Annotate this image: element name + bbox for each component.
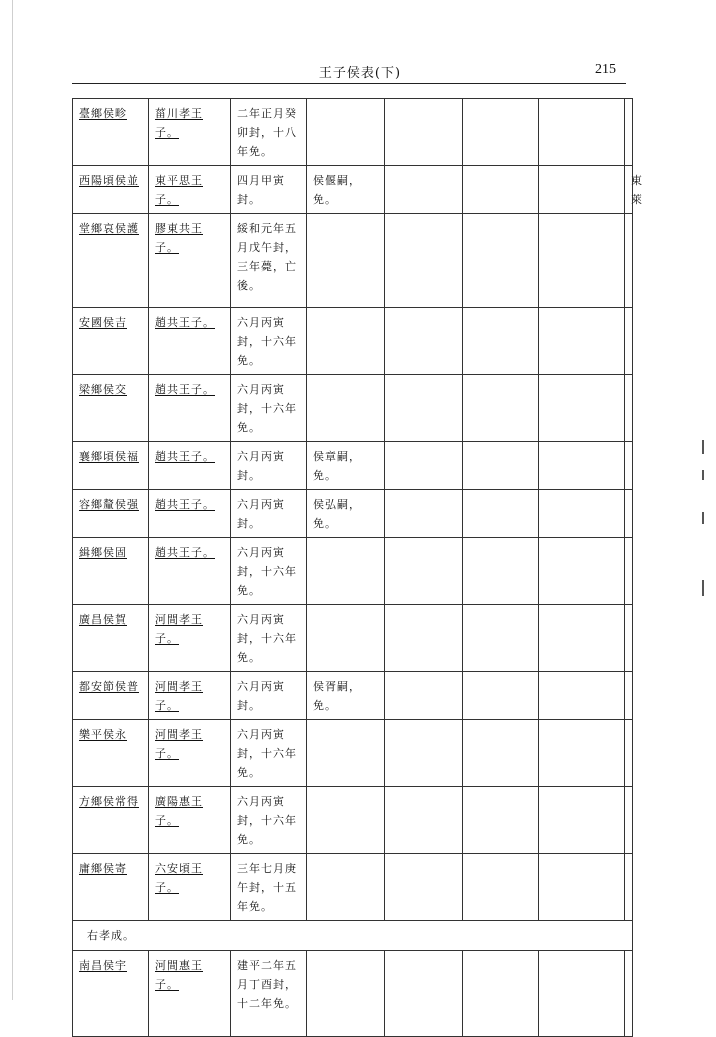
cell-col-7 [539,605,625,672]
cell-col-5 [385,672,463,720]
cell-heir [307,214,385,308]
cell-heir [307,375,385,442]
cell-col-6 [463,308,539,375]
cell-col-7 [539,308,625,375]
cell-location [625,442,633,490]
cell-lineage: 菑川孝王子。 [149,99,231,166]
cell-lineage: 河間孝王子。 [149,605,231,672]
cell-marquis-title: 南昌侯宇 [73,951,149,1037]
cell-col-6 [463,672,539,720]
cell-marquis-title: 西陽頃侯並 [73,166,149,214]
cell-heir [307,951,385,1037]
cell-marquis-title: 堂鄉哀侯護 [73,214,149,308]
cell-location [625,538,633,605]
table-row [73,214,633,308]
cell-enfeoffment: 三年七月庚午封，十五年免。 [231,854,307,921]
table-row [73,375,633,442]
cell-lineage: 東平思王子。 [149,166,231,214]
cell-marquis-title: 臺鄉侯畛 [73,99,149,166]
table-row [73,166,633,214]
cell-col-7 [539,787,625,854]
table-body [73,99,643,1037]
cell-col-6 [463,99,539,166]
cell-col-6 [463,951,539,1037]
cell-location [625,99,633,166]
cell-heir [307,787,385,854]
table-row [73,787,633,854]
cell-col-7 [539,854,625,921]
cell-enfeoffment: 六月丙寅封，十六年免。 [231,308,307,375]
cell-heir: 侯章嗣，免。 [307,442,385,490]
cell-enfeoffment: 六月丙寅封。 [231,672,307,720]
cell-marquis-title: 容鄉釐侯强 [73,490,149,538]
cell-heir: 侯弘嗣，免。 [307,490,385,538]
cell-enfeoffment: 二年正月癸卯封，十八年免。 [231,99,307,166]
cell-lineage: 河間惠王子。 [149,951,231,1037]
cell-marquis-title: 梁鄉侯交 [73,375,149,442]
cell-marquis-title: 樂平侯永 [73,720,149,787]
cell-marquis-title: 安國侯吉 [73,308,149,375]
cell-location [625,787,633,854]
table-row [73,99,633,166]
cell-col-6 [463,442,539,490]
cell-col-5 [385,854,463,921]
section-note: 右孝成。 [73,921,633,951]
running-head [0,60,716,84]
cell-location [625,951,633,1037]
cell-lineage: 膠東共王子。 [149,214,231,308]
cell-enfeoffment: 六月丙寅封，十六年免。 [231,720,307,787]
table-row [73,720,633,787]
table-row [73,442,633,490]
table-row [73,538,633,605]
cell-heir [307,720,385,787]
cell-col-7 [539,214,625,308]
page-number: 215 [595,62,616,77]
cell-col-7 [539,442,625,490]
cell-col-5 [385,605,463,672]
page-edge-rule [12,0,13,1000]
cell-col-5 [385,490,463,538]
cell-lineage: 廣陽惠王子。 [149,787,231,854]
cell-col-5 [385,951,463,1037]
cell-location [625,672,633,720]
cell-enfeoffment: 六月丙寅封，十六年免。 [231,787,307,854]
cell-col-5 [385,375,463,442]
cell-col-6 [463,375,539,442]
cell-enfeoffment: 六月丙寅封。 [231,442,307,490]
table-row [73,490,633,538]
scan-specks [700,440,706,620]
cell-col-5 [385,787,463,854]
cell-marquis-title: 廣昌侯賀 [73,605,149,672]
cell-marquis-title: 緝鄉侯固 [73,538,149,605]
cell-heir: 侯偃嗣，免。 [307,166,385,214]
cell-col-7 [539,951,625,1037]
cell-col-7 [539,99,625,166]
cell-location [625,375,633,442]
cell-lineage: 趙共王子。 [149,490,231,538]
peerage-table [72,98,643,1037]
cell-marquis-title: 襄鄉頃侯福 [73,442,149,490]
cell-lineage: 趙共王子。 [149,375,231,442]
cell-lineage: 河間孝王子。 [149,720,231,787]
cell-col-5 [385,442,463,490]
table-row [73,951,633,1037]
header-rule [72,83,626,84]
cell-enfeoffment: 綏和元年五月戊午封，三年薨，亡後。 [231,214,307,308]
cell-enfeoffment: 建平二年五月丁酉封，十二年免。 [231,951,307,1037]
cell-location [625,308,633,375]
cell-col-6 [463,605,539,672]
cell-col-7 [539,538,625,605]
cell-col-5 [385,99,463,166]
cell-col-6 [463,720,539,787]
cell-col-6 [463,538,539,605]
cell-enfeoffment: 六月丙寅封，十六年免。 [231,538,307,605]
cell-col-6 [463,854,539,921]
cell-marquis-title: 都安節侯普 [73,672,149,720]
cell-marquis-title: 庸鄉侯寄 [73,854,149,921]
cell-col-5 [385,720,463,787]
cell-col-7 [539,720,625,787]
cell-heir [307,854,385,921]
cell-location [625,490,633,538]
cell-col-6 [463,787,539,854]
cell-enfeoffment: 六月丙寅封，十六年免。 [231,375,307,442]
cell-marquis-title: 方鄉侯常得 [73,787,149,854]
cell-col-5 [385,308,463,375]
cell-heir [307,308,385,375]
table-row [73,308,633,375]
table-row [73,605,633,672]
cell-location: 東萊 [625,166,633,214]
table-row [73,854,633,921]
cell-enfeoffment: 四月甲寅封。 [231,166,307,214]
cell-col-6 [463,214,539,308]
cell-col-7 [539,166,625,214]
cell-lineage: 六安頃王子。 [149,854,231,921]
cell-heir [307,605,385,672]
cell-col-6 [463,166,539,214]
cell-location [625,214,633,308]
note-row [73,921,633,951]
cell-heir [307,99,385,166]
cell-col-6 [463,490,539,538]
table-row [73,672,633,720]
cell-col-5 [385,166,463,214]
cell-heir [307,538,385,605]
cell-col-7 [539,375,625,442]
cell-enfeoffment: 六月丙寅封，十六年免。 [231,605,307,672]
cell-col-5 [385,214,463,308]
cell-heir: 侯胥嗣，免。 [307,672,385,720]
cell-col-5 [385,538,463,605]
cell-location [625,605,633,672]
cell-lineage: 趙共王子。 [149,308,231,375]
cell-lineage: 趙共王子。 [149,538,231,605]
header-title: 王子侯表(下) [318,66,402,81]
cell-col-7 [539,490,625,538]
cell-lineage: 趙共王子。 [149,442,231,490]
cell-location [625,720,633,787]
cell-lineage: 河間孝王子。 [149,672,231,720]
cell-col-7 [539,672,625,720]
cell-enfeoffment: 六月丙寅封。 [231,490,307,538]
cell-location [625,854,633,921]
